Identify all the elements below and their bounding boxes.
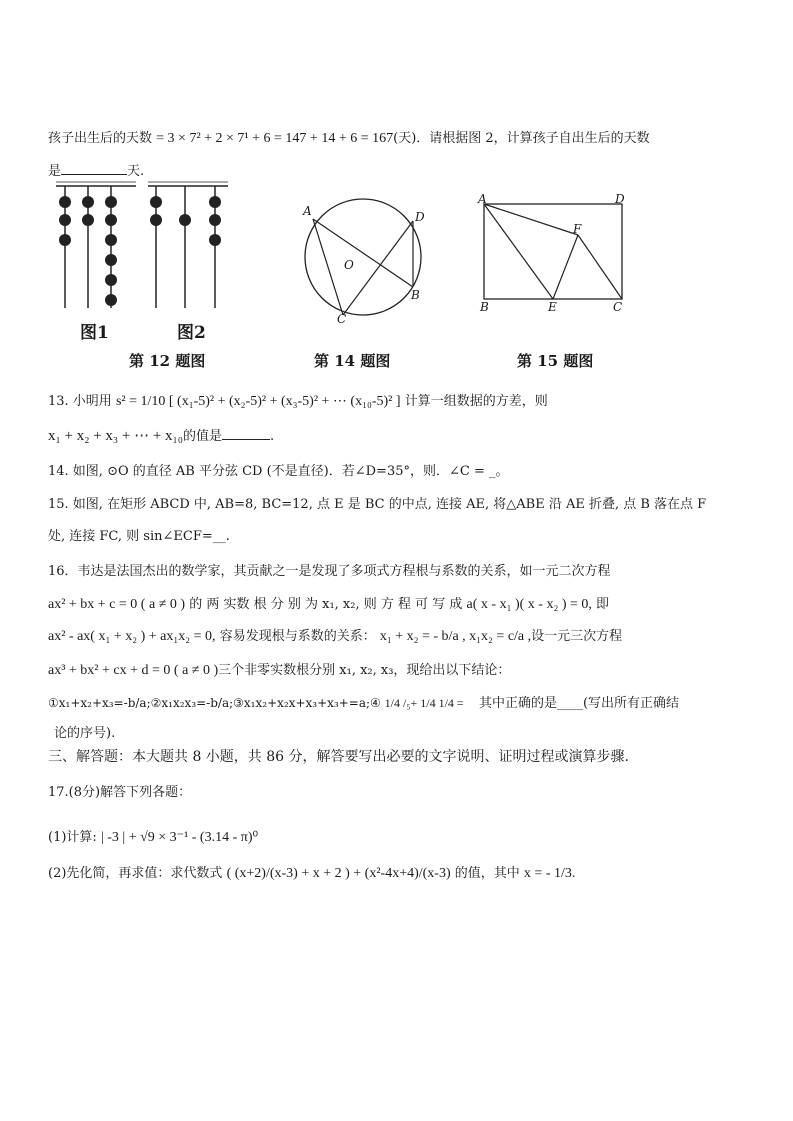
q16-conclusions: ①x₁+x₂+x₃=-b/a;②x₁x₂x₃=-b/a;③x₁x₂+x₂x+x₃+x₃+=a;④ xyxy=(48,696,381,710)
rect-label-d: D xyxy=(615,192,625,206)
circle-label-c: C xyxy=(337,312,347,326)
rect-label-f: F xyxy=(573,222,582,236)
intro-suffix: (天)．请根据图 2，计算孩子自出生后的天数 xyxy=(393,131,650,146)
q16-line-4 xyxy=(48,659,510,679)
rect-label-b: B xyxy=(480,300,489,314)
q13-line-1 xyxy=(48,390,548,410)
section-3-heading: 三、解答题：本大题共 8 小题，共 86 分，解答要写出必要的文字说明、证明过程或演算步骤. xyxy=(48,749,629,765)
q16-conclusion-4: 1/4 /₅+ 1/4 1/4 = xyxy=(384,696,464,710)
rect-label-a: A xyxy=(478,192,487,206)
q16-line-6: 论的序号). xyxy=(54,726,116,741)
intro-prefix: 孩子出生后的天数 xyxy=(48,131,153,146)
q16-line-1: 16．韦达是法国杰出的数学家，其贡献之一是发现了多项式方程根与系数的关系，如一元二次方程 xyxy=(48,564,611,579)
q16-relation-text: 容易发现根与系数的关系： xyxy=(219,629,376,644)
q16-cubic-roots: 三个非零实数根分别 x₁, x₂, x₃，现给出以下结论： xyxy=(218,663,511,678)
q17-part1-formula: | -3 | + √9 × 3⁻¹ - (3.14 - π)⁰ xyxy=(100,830,259,845)
q16-expanded: ax² - ax( x₁ + x₂ ) + ax₁x₂ = 0, xyxy=(48,629,216,644)
q17-part2-formula: ( (x+2)/(x-3) + x + 2 ) + (x²-4x+4)/(x-3) xyxy=(226,866,451,881)
q16-cubic-text: 设一元三次方程 xyxy=(531,629,623,644)
caption-12: 第 12 题图 xyxy=(129,352,206,370)
fig2-label: 图2 xyxy=(177,323,206,343)
q13-line2-suffix: 的值是 xyxy=(183,429,223,444)
intro-line-1 xyxy=(48,127,650,147)
q15-line-2: 处, 连接 FC, 则 sin∠ECF=__. xyxy=(48,529,230,544)
q13-sum: x₁ + x₂ + x₃ + ⋯ + x₁₀ xyxy=(48,428,183,444)
intro-formula: = 3 × 7² + 2 × 7¹ + 6 = 147 + 14 + 6 = 167 xyxy=(156,131,394,146)
fig1-label: 图1 xyxy=(80,323,109,343)
rect-label-e: E xyxy=(548,300,557,314)
circle-label-a: A xyxy=(303,204,312,218)
q16-ji: 即 xyxy=(596,597,610,612)
q16-cubic: ax³ + bx² + cx + d = 0 ( a ≠ 0 ) xyxy=(48,663,219,678)
q16-question: 其中正确的是____(写出所有正确结 xyxy=(478,696,680,711)
circle-label-d: D xyxy=(415,210,425,224)
q13-blank xyxy=(222,438,270,440)
intro-line2-prefix: 是 xyxy=(48,164,62,179)
q16-relations: x₁ + x₂ = - b/a , x₁x₂ = c/a , xyxy=(379,629,532,644)
q17-part2-prefix: (2)先化简，再求值：求代数式 xyxy=(48,866,223,881)
caption-15: 第 15 题图 xyxy=(517,352,594,370)
q16-line-5 xyxy=(48,692,679,711)
caption-14: 第 14 题图 xyxy=(314,352,391,370)
q17-title: 17.(8分)解答下列各题： xyxy=(48,785,192,800)
q13-formula: s² = 1/10 [ (x₁-5)² + (x₂-5)² + (x₃-5)² + ⋯ (x₁₀-5)² ] xyxy=(115,394,401,409)
q16-roots-text: 的 两 实数 根 分 别 为 x₁, x₂, 则 方 程 可 写 成 xyxy=(189,597,463,612)
q13-line-2: x₁ + x₂ + x₃ + ⋯ + x₁₀的值是 . xyxy=(48,428,275,444)
q16-line-3 xyxy=(48,625,622,645)
q13-suffix: 计算一组数据的方差，则 xyxy=(404,394,548,409)
q14-line: 14. 如图, ⊙O 的直径 AB 平分弦 CD (不是直径)．若∠D=35°，则．∠C = _。 xyxy=(48,464,509,479)
abacus-figures xyxy=(50,180,250,320)
q16-quadratic: ax² + bx + c = 0 ( a ≠ 0 ) xyxy=(48,597,186,612)
rect-label-c: C xyxy=(613,300,623,314)
intro-line2-suffix: 天. xyxy=(127,164,145,179)
intro-line-2 xyxy=(48,160,144,179)
circle-label-o: O xyxy=(344,258,354,272)
q13-prefix: 13. 小明用 xyxy=(48,394,112,409)
q17-part2-value: x = - 1/3. xyxy=(523,866,576,881)
q15-line-1: 15. 如图, 在矩形 ABCD 中, AB=8, BC=12, 点 E 是 BC 的中点, 连接 AE, 将△ABE 沿 AE 折叠, 点 B 落在点 F xyxy=(48,497,707,512)
q16-line-2 xyxy=(48,593,609,613)
q17-part1-prefix: (1)计算: xyxy=(48,830,97,845)
answer-blank xyxy=(61,173,127,175)
q17-part-1 xyxy=(48,826,258,846)
q17-part2-mid: 的值，其中 xyxy=(454,866,520,881)
circle-label-b: B xyxy=(411,288,420,302)
q16-factored: a( x - x₁ )( x - x₂ ) = 0, xyxy=(466,597,592,612)
q17-part-2 xyxy=(48,862,575,882)
rectangle-figure xyxy=(478,198,628,303)
